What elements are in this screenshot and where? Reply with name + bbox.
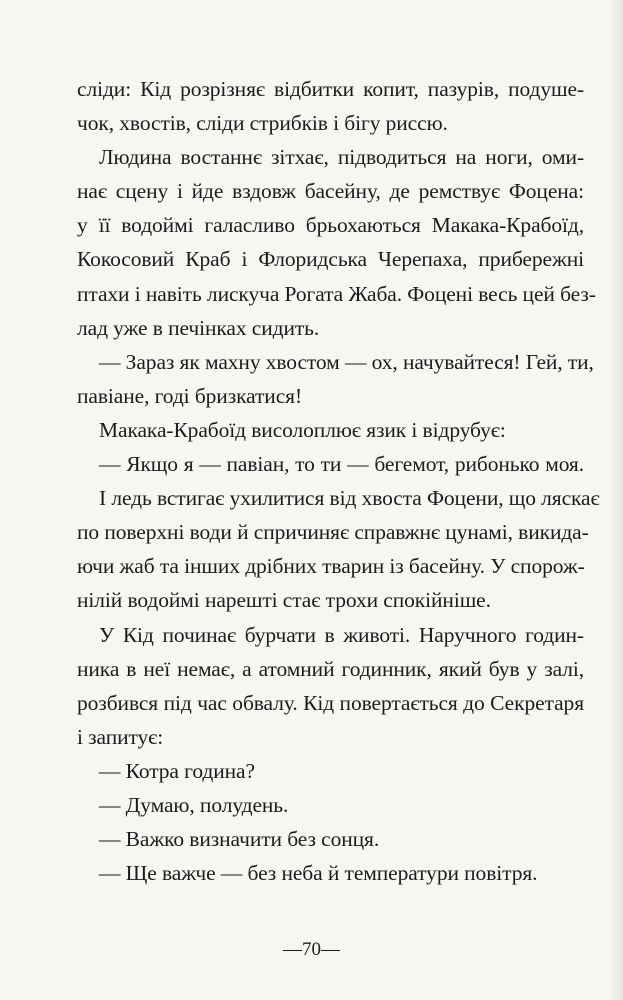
text-line: розбився під час обвалу. Кід повертається до Секретаря bbox=[77, 690, 584, 715]
body-text bbox=[77, 72, 600, 890]
text-line: павіане, годі бризкатися! bbox=[77, 383, 303, 408]
text-line: лад уже в печінках сидить. bbox=[77, 315, 320, 340]
text-line: нає сцену і йде вздовж басейну, де ремствує Фоцена: bbox=[77, 179, 584, 204]
text-line: І ледь встигає ухилитися від хвоста Фоцени, що ляскає bbox=[99, 486, 600, 511]
text-line: — Зараз як махну хвостом — ох, начувайтеся! Гей, ти, bbox=[99, 349, 594, 374]
text-line: чок, хвостів, сліди стрибків і бігу риссю. bbox=[77, 111, 448, 136]
page-number: —70— bbox=[283, 939, 340, 960]
text-line: і запитує: bbox=[77, 724, 164, 749]
text-line: Людина востаннє зітхає, підводиться на ноги, оми- bbox=[99, 145, 584, 170]
text-line: птахи і навіть лискуча Рогата Жаба. Фоцені весь цей без- bbox=[77, 281, 596, 306]
text-line: — Котра година? bbox=[99, 758, 255, 783]
text-line: — Думаю, полудень. bbox=[99, 792, 289, 817]
text-line: ючи жаб та інших дрібних тварин із басейну. У спорож- bbox=[77, 554, 585, 579]
text-line: У Кід починає бурчати в животі. Наручного годин- bbox=[99, 622, 584, 647]
text-line: сліди: Кід розрізняє відбитки копит, пазурів, подуше- bbox=[77, 77, 584, 101]
text-line: Макака-Крабоїд висолоплює язик і відрубує: bbox=[99, 417, 506, 442]
text-line: у її водоймі галасливо брьохаються Макака-Крабоїд, bbox=[77, 213, 584, 238]
page-edge-shadow bbox=[609, 0, 623, 1000]
text-line: Кокосовий Краб і Флоридська Черепаха, прибережні bbox=[77, 247, 584, 272]
text-line: — Якщо я — павіан, то ти — бегемот, рибонько моя. bbox=[99, 452, 584, 477]
text-line: — Ще важче — без неба й температури повітря. bbox=[99, 861, 538, 886]
text-line: — Важко визначити без сонця. bbox=[99, 827, 380, 852]
text-line: нілій водоймі нарешті стає трохи спокійніше. bbox=[77, 588, 491, 613]
text-line: по поверхні води й спричиняє справжнє цунамі, викида- bbox=[77, 520, 589, 545]
text-line: ника в неї немає, а атомний годинник, який був у залі, bbox=[77, 656, 584, 681]
